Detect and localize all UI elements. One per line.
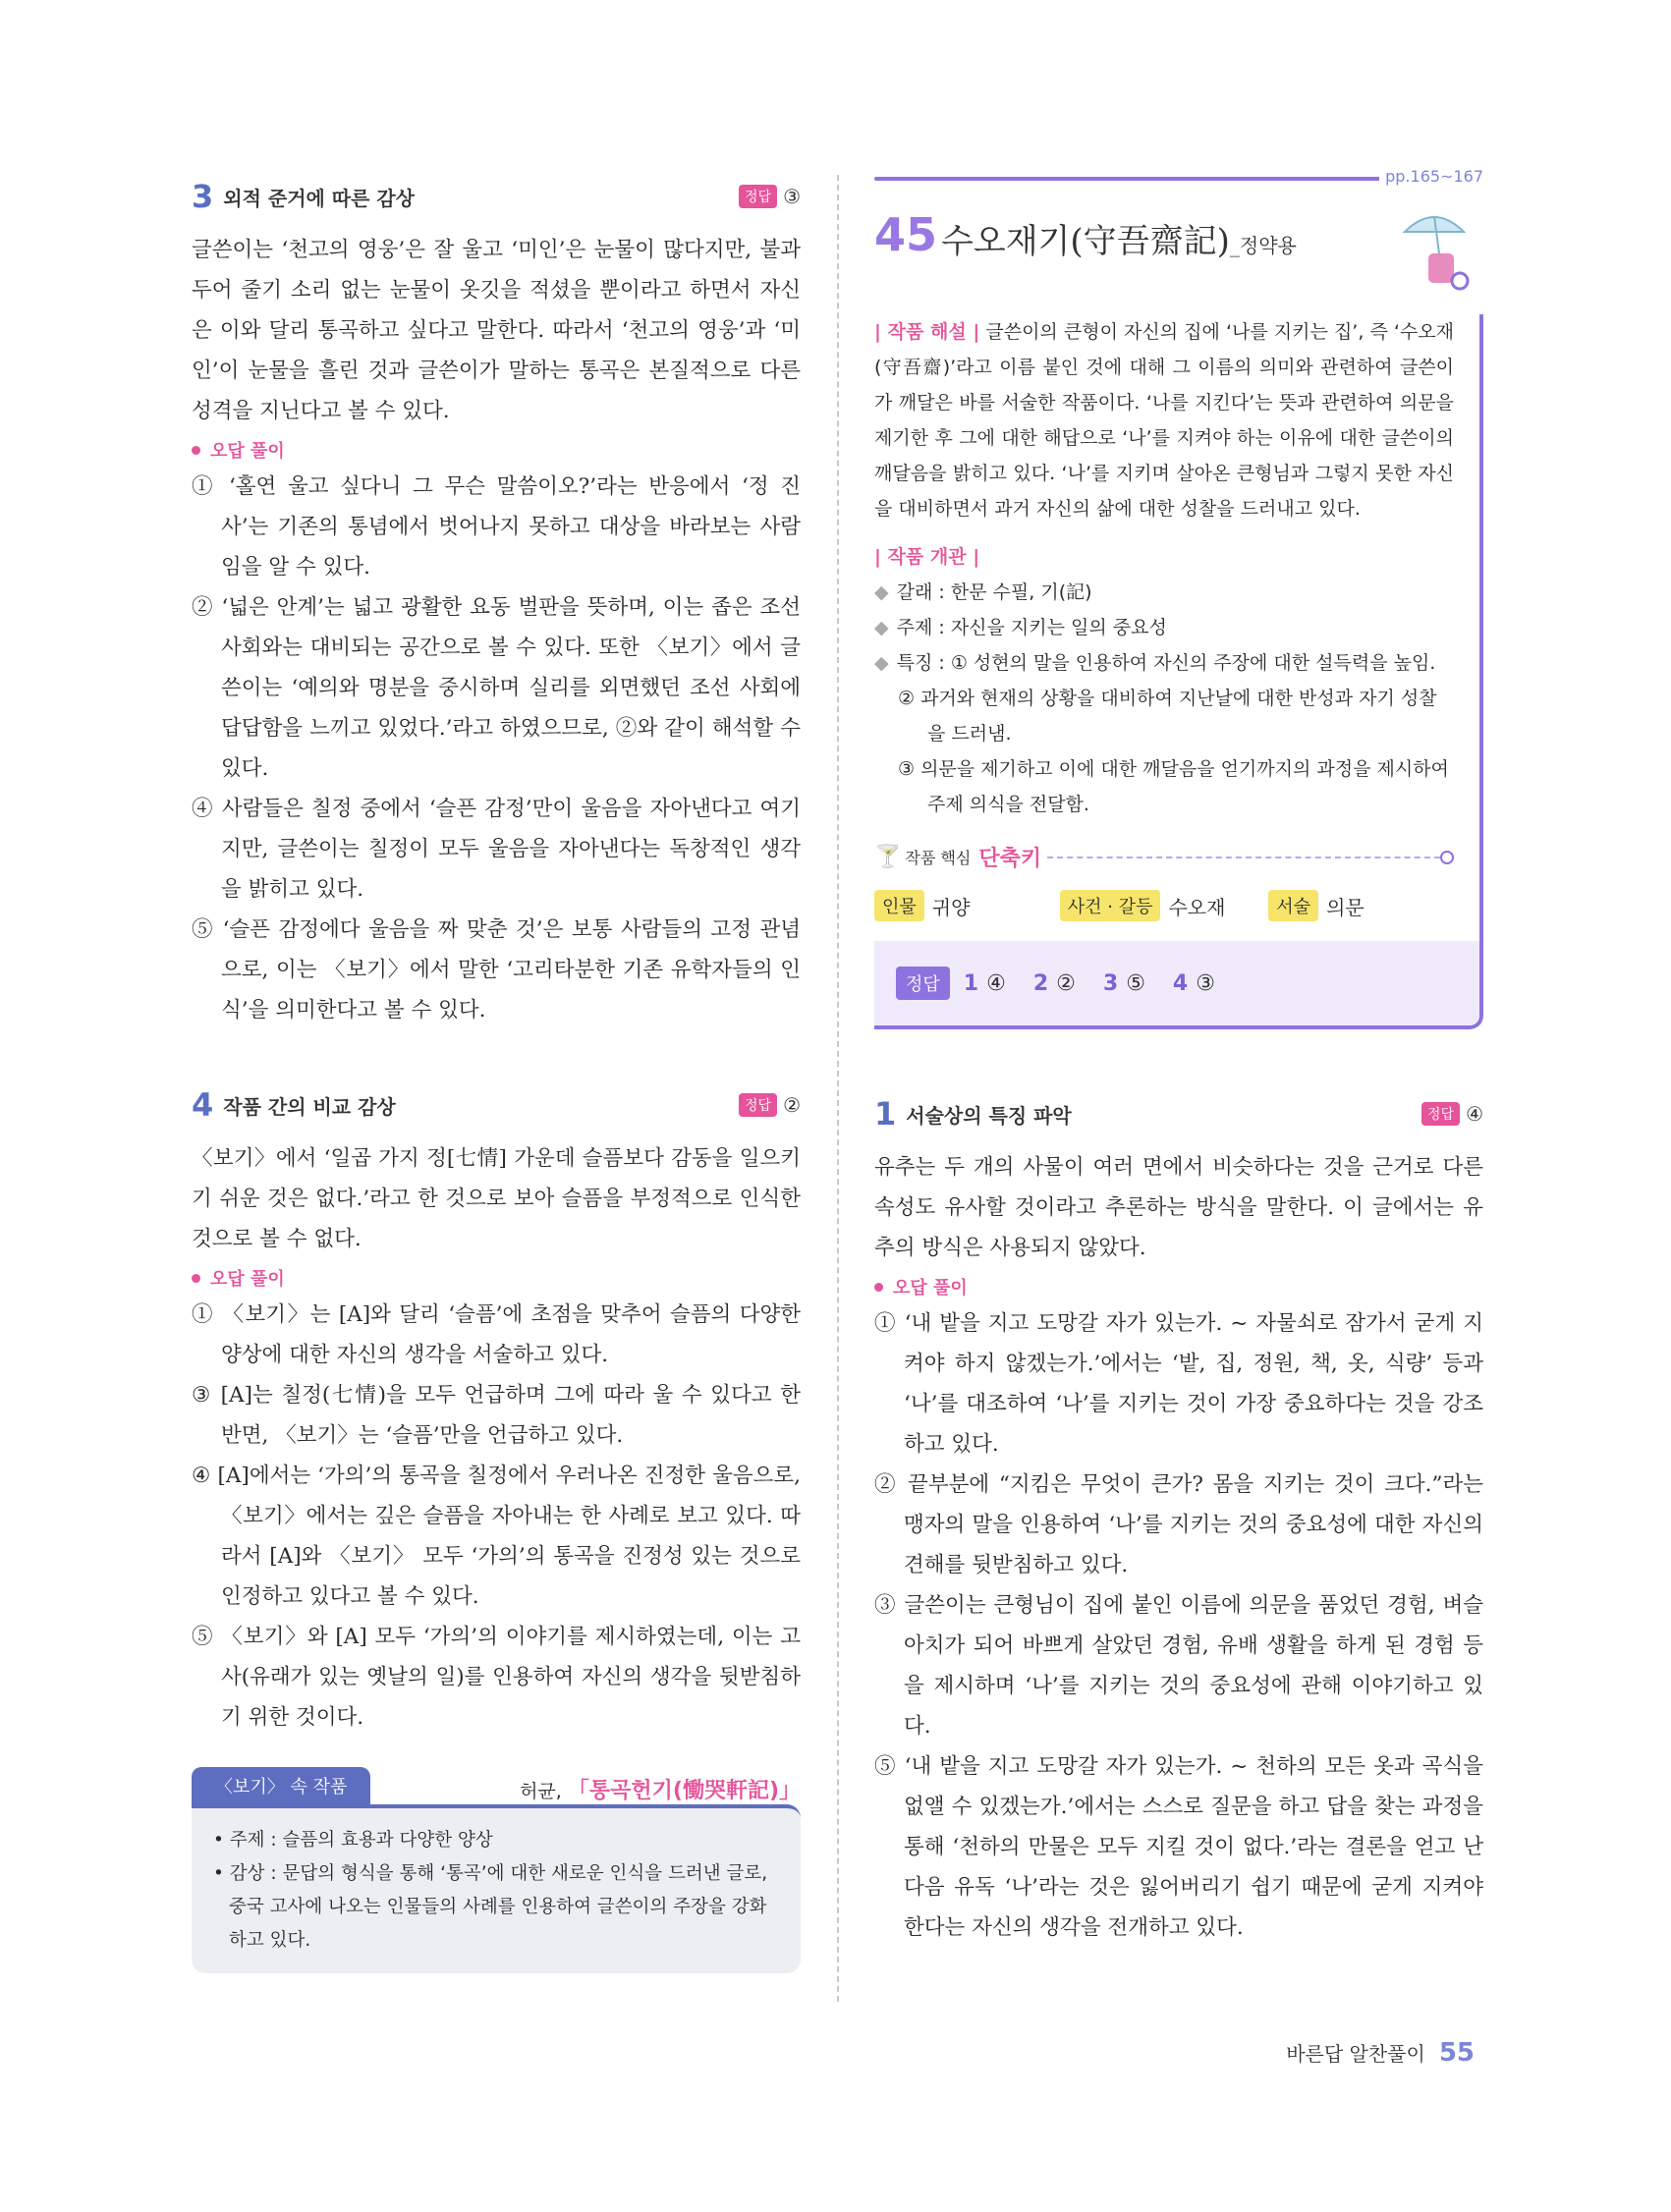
core-key-label: 단축키 <box>978 847 1042 871</box>
answer-num: 2 <box>1032 970 1049 996</box>
bullet-dot-icon <box>874 1283 883 1292</box>
answer-item <box>1173 971 1215 996</box>
box-tab: 〈보기〉 속 작품 <box>192 1767 370 1804</box>
question-title: 작품 간의 비교 감상 <box>223 1094 396 1119</box>
column-divider <box>837 175 839 2002</box>
explanation: 글쓴이는 ‘천고의 영웅’은 잘 울고 ‘미인’은 눈물이 많다지만, 불과 두어 줄기 소리 없는 눈물이 옷깃을 적셨을 뿐이라고 하면서 자신은 이와 달리 통곡하고 싶다고 말한다. 따라서 ‘천고의 영웅’과 ‘미인’이 눈물을 흘린 것과 글쓴이가 말하는 통곡은 본질적으로 다른 성격을 지닌다고 볼 수 있다. <box>192 238 801 423</box>
question-number: 1 <box>874 1095 897 1133</box>
overview-theme <box>874 610 1454 645</box>
option-explanation: ② ‘넓은 안계’는 넓고 광활한 요동 벌판을 뜻하며, 이는 좁은 조선 사회와는 대비되는 공간으로 볼 수 있다. 또한 〈보기〉에서 글쓴이는 ‘예의와 명분을 중시하며 실리를 외면했던 조선 사회에 답답함을 느끼고 있었다.’라고 하였으므로, ②와 같이 해석할 수 있다. <box>192 595 801 781</box>
box-source <box>370 1774 801 1804</box>
wrong-answer-label: 오답 풀이 <box>210 1269 285 1290</box>
question-1 <box>874 1094 1483 1948</box>
answer-choice: ⑤ <box>1126 970 1145 996</box>
page-number: 55 <box>1438 2038 1475 2068</box>
question-title: 서술상의 특징 파악 <box>906 1103 1072 1128</box>
cocktail-icon: 🍸 <box>874 845 902 869</box>
question-title: 외적 준거에 따른 감상 <box>223 186 416 210</box>
answer-choice: ② <box>1056 970 1076 996</box>
overview-feature <box>874 645 1454 681</box>
answer-choice: ④ <box>986 970 1006 996</box>
answer-choice: ③ <box>1196 970 1215 996</box>
wrong-answer-label: 오답 풀이 <box>893 1278 968 1299</box>
answer-badge: 정답 <box>739 185 777 208</box>
box-content <box>192 1804 801 1973</box>
option-explanation: ⑤ ‘내 밭을 지고 도망갈 자가 있는가. ~ 천하의 모든 옷과 곡식을 없앨 수 있겠는가.’에서는 스스로 질문을 하고 답을 찾는 과정을 통해 ‘천하의 만물은 모두 지킬 것이 없다.’라는 결론을 얻고 난 다음 유독 ‘나’라는 것은 잃어버리기 쉽기 때문에 굳게 지켜야 한다는 자신의 생각을 전개하고 있다. <box>874 1754 1483 1940</box>
core-keyword <box>1268 890 1424 921</box>
option-explanation: ① 〈보기〉는 [A]와 달리 ‘슬픔’에 초점을 맞추어 슬픔의 다양한 양상에 대한 자신의 생각을 서술하고 있다. <box>192 1302 801 1367</box>
page-range: pp.165~167 <box>1379 167 1483 186</box>
related-work-box <box>192 1767 801 1973</box>
work-card <box>874 167 1483 1029</box>
work-title-text: 수오재기(守吾齋記) <box>941 222 1230 261</box>
page-footer <box>1286 2038 1475 2068</box>
keyword-tag: 서술 <box>1268 890 1318 921</box>
right-column <box>874 167 1483 1948</box>
parasol-drink-icon <box>1395 202 1474 291</box>
answer-num: 1 <box>963 970 979 996</box>
option-explanation: ① ‘내 밭을 지고 도망갈 자가 있는가. ~ 자물쇠로 잠가서 굳게 지켜야 하지 않겠는가.’에서는 ‘밭, 집, 정원, 책, 옷, 식량’ 등과 ‘나’를 대조하여 ‘나’를 지키는 것이 가장 중요하다는 것을 강조하고 있다. <box>874 1311 1483 1457</box>
left-column <box>192 177 801 1973</box>
option-explanation: ④ [A]에서는 ‘가의’의 통곡을 칠정에서 우러나온 진정한 울음으로, 〈보기〉에서는 깊은 슬픔을 자아내는 한 사례로 보고 있다. 따라서 [A]와 〈보기〉 모두 ‘가의’의 통곡을 진정성 있는 것으로 인정하고 있다고 볼 수 있다. <box>192 1464 801 1609</box>
option-explanation: ④ 사람들은 칠정 중에서 ‘슬픈 감정’만이 울음을 자아낸다고 여기지만, 글쓴이는 칠정이 모두 울음을 자아낸다는 독창적인 생각을 밝히고 있다. <box>192 797 801 902</box>
core-heading <box>874 842 1454 872</box>
answer-num: 4 <box>1172 970 1189 996</box>
bullet-dot-icon <box>192 446 200 455</box>
feature-text: 특징 : ① 성현의 말을 인용하여 자신의 주장에 대한 설득력을 높임. <box>896 652 1436 674</box>
genre-text: 갈래 : 한문 수필, 기(記) <box>896 581 1092 603</box>
answer-num: 3 <box>1102 970 1119 996</box>
keyword-tag: 사건 · 갈등 <box>1060 890 1161 921</box>
answer-item <box>964 971 1006 996</box>
wrong-answer-heading <box>192 437 801 463</box>
overview-label: | 작품 개관 | <box>874 546 980 568</box>
bullet-icon: ◆ <box>874 617 889 638</box>
explanation: 유추는 두 개의 사물이 여러 면에서 비슷하다는 것을 근거로 다른 속성도 유사할 것이라고 추론하는 방식을 말한다. 이 글에서는 유추의 방식은 사용되지 않았다. <box>874 1155 1483 1260</box>
core-keyword <box>1060 890 1240 921</box>
analysis-label: | 작품 해설 | <box>874 321 980 343</box>
work-author: _정약용 <box>1229 234 1297 257</box>
keyword-tag: 인물 <box>874 890 924 921</box>
circle-endpoint-icon <box>1440 851 1454 864</box>
bullet-icon: ◆ <box>874 581 889 603</box>
overview-feature: ② 과거와 현재의 상황을 대비하여 지난날에 대한 반성과 자기 성찰을 드러냄. <box>898 688 1437 745</box>
option-explanation: ③ [A]는 칠정(七情)을 모두 언급하며 그에 따라 울 수 있다고 한 반면, 〈보기〉는 ‘슬픔’만을 언급하고 있다. <box>192 1383 801 1448</box>
answer-badge: 정답 <box>896 967 950 1000</box>
source-title: 「통곡헌기(慟哭軒記)」 <box>567 1779 801 1803</box>
analysis-text: 글쓴이의 큰형이 자신의 집에 ‘나를 지키는 집’, 즉 ‘수오재(守吾齋)’라고 이름 붙인 것에 대해 그 이름의 의미와 관련하여 글쓴이가 깨달은 바를 서술한 작품이다. ‘나를 지킨다’는 뜻과 관련하여 의문을 제기한 후 그에 대한 해답으로 ‘나’를 지켜야 하는 이유에 대한 글쓴이의 깨달음을 밝히고 있다. ‘나’를 지키며 살아온 큰형님과 그렇지 못한 자신을 대비하면서 과거 자신의 삶에 대한 성찰을 드러내고 있다. <box>874 321 1455 520</box>
theme-text: 주제 : 자신을 지키는 일의 중요성 <box>896 617 1167 638</box>
box-item: • 감상 : 문답의 형식을 통해 ‘통곡’에 대한 새로운 인식을 드러낸 글로, 중국 고사에 나오는 인물들의 사례를 인용하여 글쓴이의 주장을 강화하고 있다. <box>213 1863 768 1951</box>
bullet-icon: ◆ <box>874 652 889 674</box>
keyword-value: 의문 <box>1326 895 1365 919</box>
box-item: • 주제 : 슬픔의 효용과 다양한 양상 <box>213 1830 493 1851</box>
question-3 <box>192 177 801 1030</box>
work-number: 45 <box>874 208 938 261</box>
source-author: 허균, <box>520 1781 562 1802</box>
overview-feature: ③ 의문을 제기하고 이에 대한 깨달음을 얻기까지의 과정을 제시하여 주제 의식을 전달함. <box>898 758 1449 815</box>
answer-summary <box>874 941 1479 1025</box>
answer-item <box>1103 971 1145 996</box>
answer-badge: 정답 <box>739 1093 777 1117</box>
answer-item <box>1033 971 1076 996</box>
option-explanation: ③ 글쓴이는 큰형님이 집에 붙인 이름에 의문을 품었던 경험, 벼슬아치가 되어 바쁘게 살았던 경험, 유배 생활을 하게 된 경험 등을 제시하며 ‘나’를 지키는 것의 중요성에 관해 이야기하고 있다. <box>874 1593 1483 1739</box>
option-explanation: ① ‘홀연 울고 싶다니 그 무슨 말씀이오?’라는 반응에서 ‘정 진사’는 기존의 통념에서 벗어나지 못하고 대상을 바라보는 사람임을 알 수 있다. <box>192 474 801 580</box>
work-analysis <box>874 314 1454 526</box>
wrong-answer-heading <box>192 1265 801 1291</box>
option-explanation: ⑤ ‘슬픈 감정에다 울음을 짜 맞춘 것’은 보통 사람들의 고정 관념으로, 이는 〈보기〉에서 말한 ‘고리타분한 기존 유학자들의 인식’을 의미한다고 볼 수 있다. <box>192 917 801 1023</box>
wrong-answer-label: 오답 풀이 <box>210 441 285 462</box>
keyword-value: 수오재 <box>1168 895 1226 919</box>
work-title <box>941 214 1297 262</box>
question-4 <box>192 1085 801 1738</box>
bullet-dot-icon <box>192 1274 200 1283</box>
explanation: 〈보기〉에서 ‘일곱 가지 정[七情] 가운데 슬픔보다 감동을 일으키기 쉬운 것은 없다.’라고 한 것으로 보아 슬픔을 부정적으로 인식한 것으로 볼 수 없다. <box>192 1146 801 1251</box>
footer-label: 바른답 알찬풀이 <box>1286 2042 1425 2066</box>
core-keyword <box>874 890 1030 921</box>
question-number: 4 <box>192 1086 214 1124</box>
overview-genre <box>874 575 1454 610</box>
wrong-answer-heading <box>874 1274 1483 1300</box>
answer-mark: ③ <box>783 185 801 208</box>
option-explanation: ⑤ 〈보기〉와 [A] 모두 ‘가의’의 이야기를 제시하였는데, 이는 고사(유래가 있는 옛날의 일)를 인용하여 자신의 생각을 뒷받침하기 위한 것이다. <box>192 1625 801 1730</box>
question-number: 3 <box>192 178 214 215</box>
core-keywords <box>874 890 1454 921</box>
core-label: 작품 핵심 <box>905 849 972 867</box>
dashed-line <box>1047 857 1440 858</box>
answer-badge: 정답 <box>1421 1102 1460 1126</box>
option-explanation: ② 끝부분에 “지킴은 무엇이 큰가? 몸을 지키는 것이 크다.”라는 맹자의 말을 인용하여 ‘나’를 지키는 것의 중요성에 대한 자신의 견해를 뒷받침하고 있다. <box>874 1472 1483 1577</box>
answer-mark: ④ <box>1466 1102 1483 1126</box>
card-body <box>874 314 1483 1029</box>
keyword-value: 귀양 <box>931 895 971 919</box>
answer-mark: ② <box>783 1093 801 1117</box>
